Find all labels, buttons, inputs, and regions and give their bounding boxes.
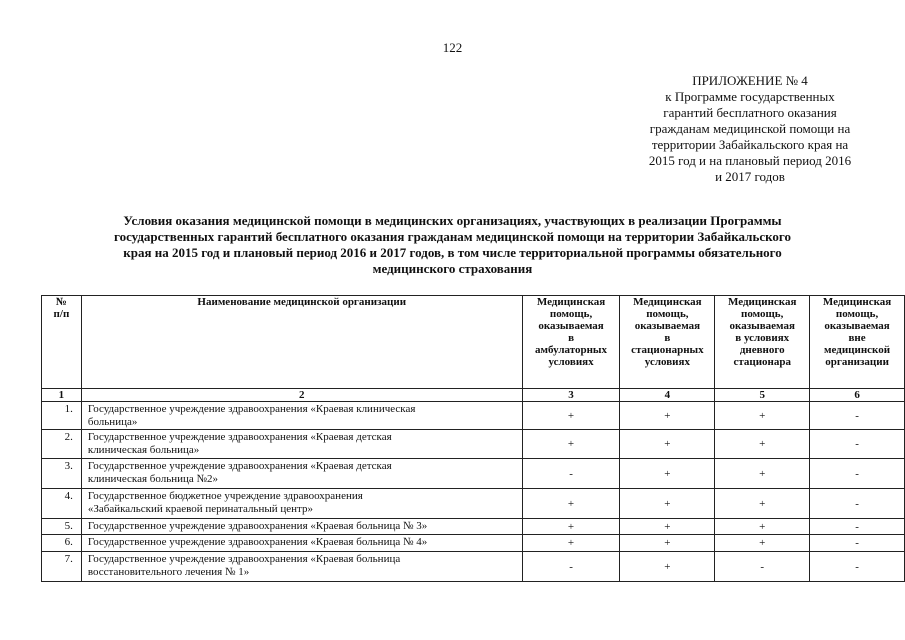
title-line: государственных гарантий бесплатного оказания гражданам медицинской помощи на территории Забайкальского	[113, 229, 791, 244]
mark-day-hospital: +	[715, 430, 810, 459]
mark-stationary: +	[620, 402, 715, 430]
column-number: 5	[715, 389, 810, 402]
mark-outside-org: -	[810, 519, 905, 535]
row-number: 1.	[42, 402, 82, 430]
appendix-line: гражданам медицинской помощи на	[649, 121, 851, 136]
table-row	[42, 535, 905, 552]
header-stationary: Медицинская помощь, оказываемая в стационарных условиях	[620, 296, 715, 389]
mark-day-hospital: +	[715, 489, 810, 519]
mark-outside-org: -	[810, 489, 905, 519]
row-number: 4.	[42, 489, 82, 519]
appendix-heading: ПРИЛОЖЕНИЕ № 4	[692, 73, 808, 88]
appendix-line: к Программе государственных	[665, 89, 835, 104]
mark-stationary: +	[620, 552, 715, 582]
document-title	[50, 213, 855, 277]
page-number: 122	[442, 40, 463, 55]
mark-stationary: +	[620, 489, 715, 519]
mark-ambulatory: +	[522, 489, 620, 519]
mark-outside-org: -	[810, 535, 905, 552]
org-name: Государственное учреждение здравоохранения «Краевая больница № 4»	[81, 535, 522, 552]
mark-outside-org: -	[810, 402, 905, 430]
header-ambulatory: Медицинская помощь, оказываемая в амбулаторных условиях	[522, 296, 620, 389]
column-number: 4	[620, 389, 715, 402]
header-outside-org: Медицинская помощь, оказываемая вне медицинской организации	[810, 296, 905, 389]
row-number: 2.	[42, 430, 82, 459]
mark-stationary: +	[620, 535, 715, 552]
mark-ambulatory: +	[522, 519, 620, 535]
mark-outside-org: -	[810, 430, 905, 459]
mark-ambulatory: +	[522, 430, 620, 459]
row-number: 5.	[42, 519, 82, 535]
org-name: Государственное учреждение здравоохранения «Краевая детская клиническая больница №2»	[81, 459, 522, 489]
mark-day-hospital: +	[715, 402, 810, 430]
mark-stationary: +	[620, 519, 715, 535]
row-number: 7.	[42, 552, 82, 582]
mark-outside-org: -	[810, 552, 905, 582]
mark-ambulatory: -	[522, 552, 620, 582]
org-name: Государственное учреждение здравоохранения «Краевая клиническая больница»	[81, 402, 522, 430]
column-number: 1	[42, 389, 82, 402]
mark-day-hospital: +	[715, 519, 810, 535]
title-line: медицинского страхования	[372, 261, 533, 276]
mark-ambulatory: +	[522, 402, 620, 430]
mark-stationary: +	[620, 459, 715, 489]
column-number: 2	[81, 389, 522, 402]
appendix-line: территории Забайкальского края на	[651, 137, 849, 152]
org-name: Государственное учреждение здравоохранения «Краевая детская клиническая больница»	[81, 430, 522, 459]
org-name: Государственное учреждение здравоохранения «Краевая больница № 3»	[81, 519, 522, 535]
mark-ambulatory: +	[522, 535, 620, 552]
row-number: 6.	[42, 535, 82, 552]
header-num: № п/п	[42, 296, 82, 389]
org-name: Государственное учреждение здравоохранения «Краевая больница восстановительного лечения № 1»	[81, 552, 522, 582]
column-number-row	[42, 389, 905, 402]
appendix-line: и 2017 годов	[715, 169, 785, 184]
mark-outside-org: -	[810, 459, 905, 489]
conditions-table	[41, 295, 905, 582]
mark-stationary: +	[620, 430, 715, 459]
mark-ambulatory: -	[522, 459, 620, 489]
mark-day-hospital: +	[715, 459, 810, 489]
mark-day-hospital: -	[715, 552, 810, 582]
appendix-line: 2015 год и на плановый период 2016	[648, 153, 852, 168]
column-number: 6	[810, 389, 905, 402]
org-name: Государственное бюджетное учреждение здравоохранения «Забайкальский краевой перинатальный центр»	[81, 489, 522, 519]
title-line: Условия оказания медицинской помощи в медицинских организациях, участвующих в реализации Программы	[123, 213, 782, 228]
mark-day-hospital: +	[715, 535, 810, 552]
table-row	[42, 519, 905, 535]
title-line: края на 2015 год и плановый период 2016 и 2017 годов, в том числе территориальной программы обязательного	[123, 245, 782, 260]
header-day-hospital: Медицинская помощь, оказываемая в условиях дневного стационара	[715, 296, 810, 389]
table-row	[42, 459, 905, 489]
table-row	[42, 489, 905, 519]
appendix-line: гарантий бесплатного оказания	[663, 105, 837, 120]
table-row	[42, 402, 905, 430]
table-row	[42, 552, 905, 582]
header-org-name: Наименование медицинской организации	[81, 296, 522, 389]
table-row	[42, 430, 905, 459]
row-number: 3.	[42, 459, 82, 489]
appendix-block	[600, 73, 900, 185]
table-header-row	[42, 296, 905, 389]
column-number: 3	[522, 389, 620, 402]
